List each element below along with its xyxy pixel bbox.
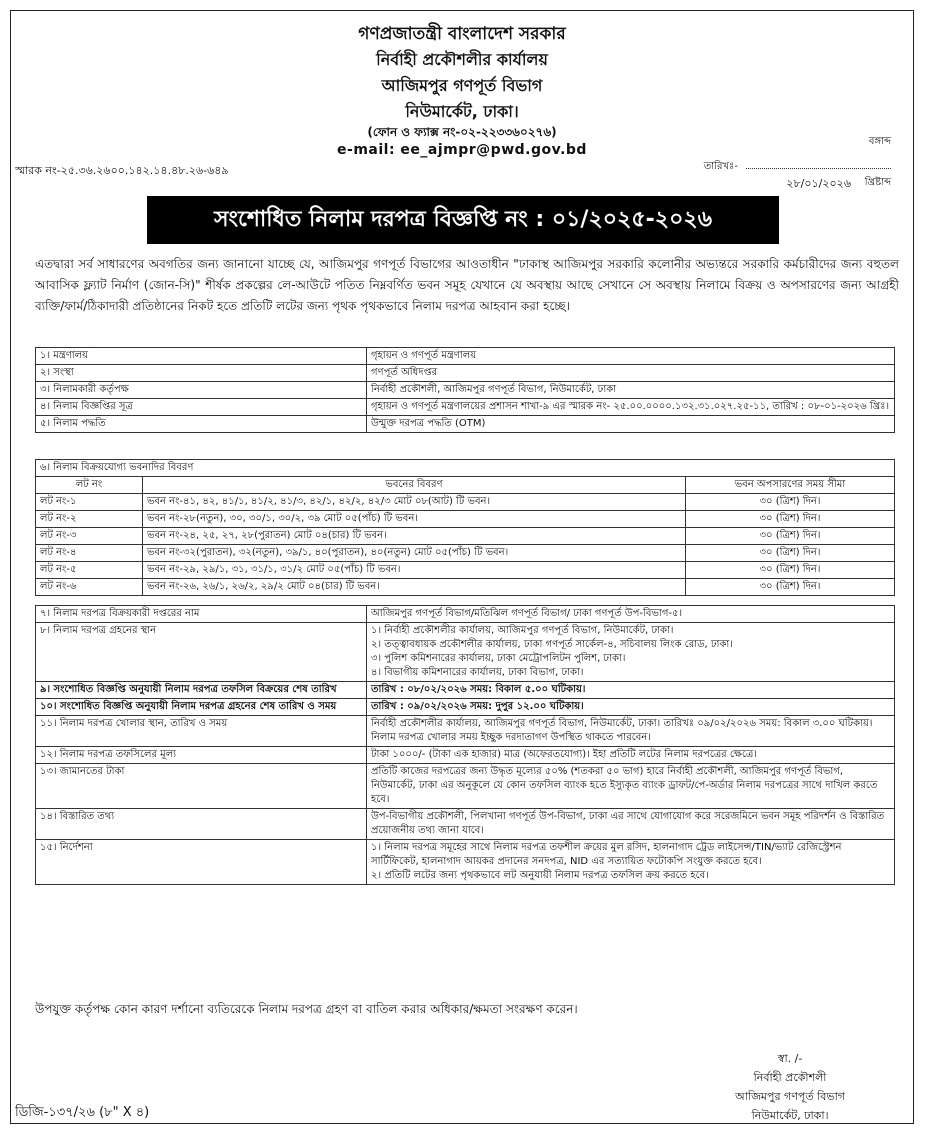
row-key: ১। মন্ত্রণালয় xyxy=(36,348,367,365)
table-row xyxy=(36,682,895,699)
notice-banner: সংশোধিত নিলাম দরপত্র বিজ্ঞপ্তি নং : ০১/২০২৫-২০২৬ xyxy=(147,196,779,244)
lot-buildings: ভবন নং-৩২(পুরাতন), ৩২(নতুন), ৩৯/১, ৪০(পুরাতন), ৪০(নতুন) মোট ০৫(পাঁচ) টি ভবন। xyxy=(143,545,686,562)
row-key: ৫। নিলাম পদ্ধতি xyxy=(36,416,367,433)
table-row xyxy=(36,348,895,365)
row-key: ১৪। বিস্তারিত তথ্য xyxy=(36,809,367,840)
table-row xyxy=(36,747,895,764)
lot-time-limit: ৩০ (ত্রিশ) দিন। xyxy=(686,494,895,511)
section6-title: ৬। নিলাম বিক্রয়যোগ্য ভবনাদির বিবরণ xyxy=(36,460,895,477)
lot-number: লট নং-২ xyxy=(36,511,143,528)
row-key: ১২। নিলাম দরপত্র তফসিলের মূল্য xyxy=(36,747,367,764)
row-key: ৯। সংশোধিত বিজ্ঞপ্তি অনুযায়ী নিলাম দরপত্র তফসিল বিক্রয়ের শেষ তারিখ xyxy=(36,682,367,699)
table-row xyxy=(36,716,895,747)
row-value: নির্বাহী প্রকৌশলী, আজিমপুর গণপূর্ত বিভাগ, নিউমার্কেট, ঢাকা xyxy=(367,382,895,399)
lot-buildings: ভবন নং-২৯, ২৯/১, ৩১, ৩১/১, ৩১/২ মোট ০৫(পাঁচ) টি ভবন। xyxy=(143,562,686,579)
lot-number: লট নং-৫ xyxy=(36,562,143,579)
signatory-office: আজিমপুর গণপূর্ত বিভাগ xyxy=(735,1090,845,1103)
lot-time-limit: ৩০ (ত্রিশ) দিন। xyxy=(686,545,895,562)
row-value: গৃহায়ন ও গণপূর্ত মন্ত্রণালয়ের প্রশাসন শাখা-৯ এর স্মারক নং- ২৫.০০.০০০০.১৩২.৩১.০২৭.২৫-১১, তারিখ : ০৮-০১-২০২৬ খ্রিঃ। xyxy=(367,399,895,416)
row-key: ১৫। নির্দেশনা xyxy=(36,840,367,885)
row-value: গণপূর্ত অধিদপ্তর xyxy=(367,365,895,382)
lot-number: লট নং-৩ xyxy=(36,528,143,545)
govt-title: গণপ্রজাতন্ত্রী বাংলাদেশ সরকার xyxy=(358,24,566,44)
table-row xyxy=(36,399,895,416)
row-value: টাকা ১০০০/- (টাকা এক হাজার) মাত্র (অফেরতযোগ্য)। ইহা প্রতিটি লটের নিলাম দরপত্রের ক্ষেত্রে। xyxy=(367,747,895,764)
memo-number: স্মারক নং-২৫.৩৬.২৬০০.১৪২.১৪.৪৮.২৬-৬৪৯ xyxy=(15,164,229,177)
row-value: ১। নির্বাহী প্রকৌশলীর কার্যালয়, আজিমপুর গণপূর্ত বিভাগ, নিউমার্কেট, ঢাকা। ২। তত্ত্বাবধায়ক প্রকৌশলীর কার্যালয়, ঢাকা গণপূর্ত সার্কেল-৪, সচিবালয় লিংক রোড, ঢাকা। ৩। পুলিশ কমিশনারের কার্যালয়, ঢাকা মেট্রোপলিটন পুলিশ, ঢাকা। ৪। বিভাগীয় কমিশনারের কার্যালয়, ঢাকা বিভাগ, ঢাকা। xyxy=(367,623,895,682)
lot-buildings: ভবন নং-২৬, ২৬/১, ২৬/২, ২৯/২ মোট ০৪(চার) টি ভবন। xyxy=(143,579,686,596)
lot-time-limit: ৩০ (ত্রিশ) দিন। xyxy=(686,511,895,528)
row-value: আজিমপুর গণপূর্ত বিভাগ/মতিঝিল গণপূর্ত বিভাগ/ ঢাকা গণপূর্ত উপ-বিভাগ-৫। xyxy=(367,606,895,623)
division-title: আজিমপুর গণপূর্ত বিভাগ xyxy=(381,76,543,95)
christabdo-label: খ্রিষ্টাব্দ xyxy=(864,177,891,188)
lot-row xyxy=(36,579,895,596)
table-row xyxy=(36,840,895,885)
signature: স্বা. /- xyxy=(777,1052,803,1065)
date-value: ২৮/০১/২০২৬ xyxy=(786,177,851,190)
phone-fax: (ফোন ও ফ্যাক্স নং-০২-২২৩৩৬০২৭৬) xyxy=(367,125,557,139)
location-title: নিউমার্কেট, ঢাকা। xyxy=(405,102,519,121)
signature-block xyxy=(735,1049,845,1125)
lot-buildings: ভবন নং-২৪, ২৫, ২৭, ২৮(পুরাতন) মোট ০৪(চার) টি ভবন। xyxy=(143,528,686,545)
bongabdo-label: বঙ্গাব্দ xyxy=(868,136,891,147)
office-title: নির্বাহী প্রকৌশলীর কার্যালয় xyxy=(376,50,548,69)
row-key: ৪। নিলাম বিজ্ঞপ্তির সূত্র xyxy=(36,399,367,416)
signatory-title: নির্বাহী প্রকৌশলী xyxy=(753,1071,827,1084)
row-value: তারিখ : ০৮/০২/২০২৬ সময়: বিকাল ৫.০০ ঘটিকায়। xyxy=(367,682,895,699)
intro-paragraph: এতদ্বারা সর্ব সাধারণের অবগতির জন্য জানানো যাচ্ছে যে, আজিমপুর গণপূর্ত বিভাগের আওতাধীন "ঢাকাস্থ আজিমপুর সরকারি কলোনীর অভ্যন্তরে সরকারি কর্মচারীদের জন্য বহুতল আবাসিক ফ্ল্যাট নির্মাণ (জোন-সি)" শীর্ষক প্রকল্পের লে-আউটে পতিত নিম্নবর্ণিত ভবন সমূহ যেখানে যে অবস্থায় আছে সেখানে সে অবস্থায় নিলামে বিক্রয় ও অপসারণের জন্য আগ্রহী ব্যক্তি/ফার্ম/ঠিকাদারী প্রতিষ্ঠানের নিকট হতে প্রতিটি লটের জন্য পৃথক পৃথকভাবে নিলাম দরপত্র আহবান করা হচ্ছে। xyxy=(35,257,899,313)
lot-time-limit: ৩০ (ত্রিশ) দিন। xyxy=(686,528,895,545)
table-row xyxy=(36,699,895,716)
table-row xyxy=(36,606,895,623)
time-limit-header: ভবন অপসারণের সময় সীমা xyxy=(686,477,895,494)
table-row xyxy=(36,809,895,840)
info-table-2 xyxy=(35,605,895,885)
lot-row xyxy=(36,528,895,545)
row-value: প্রতিটি কাজের দরপত্রের জন্য উদ্ধৃত মূল্যের ৫০% (শতকরা ৫০ ভাগ) হারে নির্বাহী প্রকৌশলী, আজিমপুর গণপূর্ত বিভাগ, নিউমার্কেট, ঢাকা এর অনুকূলে যে কোন তফসিল ব্যাংক হতে ইস্যুকৃত ব্যাংক ড্রাফট/পে-অর্ডার নিলাম দরপত্রের সাথে দাখিল করতে হবে। xyxy=(367,764,895,809)
table-row xyxy=(36,365,895,382)
lot-time-limit: ৩০ (ত্রিশ) দিন। xyxy=(686,579,895,596)
row-value: তারিখ : ০৯/০২/২০২৬ সময়: দুপুর ১২.০০ ঘটিকায়। xyxy=(367,699,895,716)
info-table-1 xyxy=(35,347,895,433)
row-key: ২। সংস্থা xyxy=(36,365,367,382)
lot-buildings: ভবন নং-২৮(নতুন), ৩০, ৩০/১, ৩০/২, ৩৯ মোট ০৫(পাঁচ) টি ভবন। xyxy=(143,511,686,528)
lot-row xyxy=(36,511,895,528)
date-label: তারিখঃ- xyxy=(703,161,738,172)
row-value: গৃহায়ন ও গণপূর্ত মন্ত্রণালয় xyxy=(367,348,895,365)
row-key: ১০। সংশোধিত বিজ্ঞপ্তি অনুযায়ী নিলাম দরপত্র গ্রহনের শেষ তারিখ ও সময় xyxy=(36,699,367,716)
lot-header: লট নং xyxy=(36,477,143,494)
table-row xyxy=(36,382,895,399)
lots-table xyxy=(35,459,895,596)
row-value: উপ-বিভাগীয় প্রকৌশলী, পিলখানা গণপূর্ত উপ-বিভাগ, ঢাকা এর সাথে যোগাযোগ করে সরেজমিনে ভবন সমূহ পরিদর্শন ও বিস্তারিত প্রয়োজনীয় তথ্য জানা যাবে। xyxy=(367,809,895,840)
notice-page xyxy=(10,10,914,1124)
lot-row xyxy=(36,545,895,562)
lot-row xyxy=(36,494,895,511)
lot-number: লট নং-৬ xyxy=(36,579,143,596)
row-key: ৭। নিলাম দরপত্র বিক্রয়কারী দপ্তরের নাম xyxy=(36,606,367,623)
table-row xyxy=(36,764,895,809)
table-row xyxy=(36,623,895,682)
row-key: ১১। নিলাম দরপত্র খোলার স্থান, তারিখ ও সময় xyxy=(36,716,367,747)
row-value: ১। নিলাম দরপত্র সমূহের সাথে নিলাম দরপত্র তফশীল ক্রয়ের মুল রসিদ, হালনাগাদ ট্রেড লাইসেন্স/TIN/ভ্যাট রেজিস্ট্রেশন সার্টিফিকেট, হালনাগাদ আয়কর প্রদানের সনদপত্র, NID এর সত্যায়িত ফটোকপি সংযুক্ত করতে হবে। ২। প্রতিটি লটের জন্য পৃথকভাবে লট অনুযায়ী নিলাম দরপত্র তফসিল ক্রয় করতে হবে। xyxy=(367,840,895,885)
building-header: ভবনের বিবরণ xyxy=(143,477,686,494)
dg-code: ডিজি-১৩৭/২৬ (৮" X ৪) xyxy=(15,1105,150,1120)
date-block xyxy=(703,159,891,190)
row-value: উন্মুক্ত দরপত্র পদ্ধতি (OTM) xyxy=(367,416,895,433)
row-key: ৮। নিলাম দরপত্র গ্রহনের স্থান xyxy=(36,623,367,682)
signatory-place: নিউমার্কেট, ঢাকা। xyxy=(751,1109,829,1122)
table-row xyxy=(36,416,895,433)
row-key: ১৩। জামানতের টাকা xyxy=(36,764,367,809)
email: e-mail: ee_ajmpr@pwd.gov.bd xyxy=(337,142,587,158)
authority-note: উপযুক্ত কর্তৃপক্ষ কোন কারণ দর্শানো ব্যতিরেকে নিলাম দরপত্র গ্রহণ বা বাতিল করার অধিকার/ক্ষমতা সংরক্ষণ করেন। xyxy=(35,1002,578,1016)
lot-row xyxy=(36,562,895,579)
lot-time-limit: ৩০ (ত্রিশ) দিন। xyxy=(686,562,895,579)
lot-buildings: ভবন নং-৪১, ৪২, ৪১/১, ৪১/২, ৪১/৩, ৪২/১, ৪২/২, ৪২/৩ মোট ০৮(আট) টি ভবন। xyxy=(143,494,686,511)
row-key: ৩। নিলামকারী কর্তৃপক্ষ xyxy=(36,382,367,399)
row-value: নির্বাহী প্রকৌশলীর কার্যালয়, আজিমপুর গণপূর্ত বিভাগ, নিউমার্কেট, ঢাকা। তারিখঃ ০৯/০২/২০২৬ সময়: বিকাল ৩.০০ ঘটিকায়। নিলাম দরপত্র খোলার সময় ইচ্ছুক দরদাতাগণ উপস্থিত থাকতে পারবেন। xyxy=(367,716,895,747)
lot-number: লট নং-৪ xyxy=(36,545,143,562)
lot-number: লট নং-১ xyxy=(36,494,143,511)
